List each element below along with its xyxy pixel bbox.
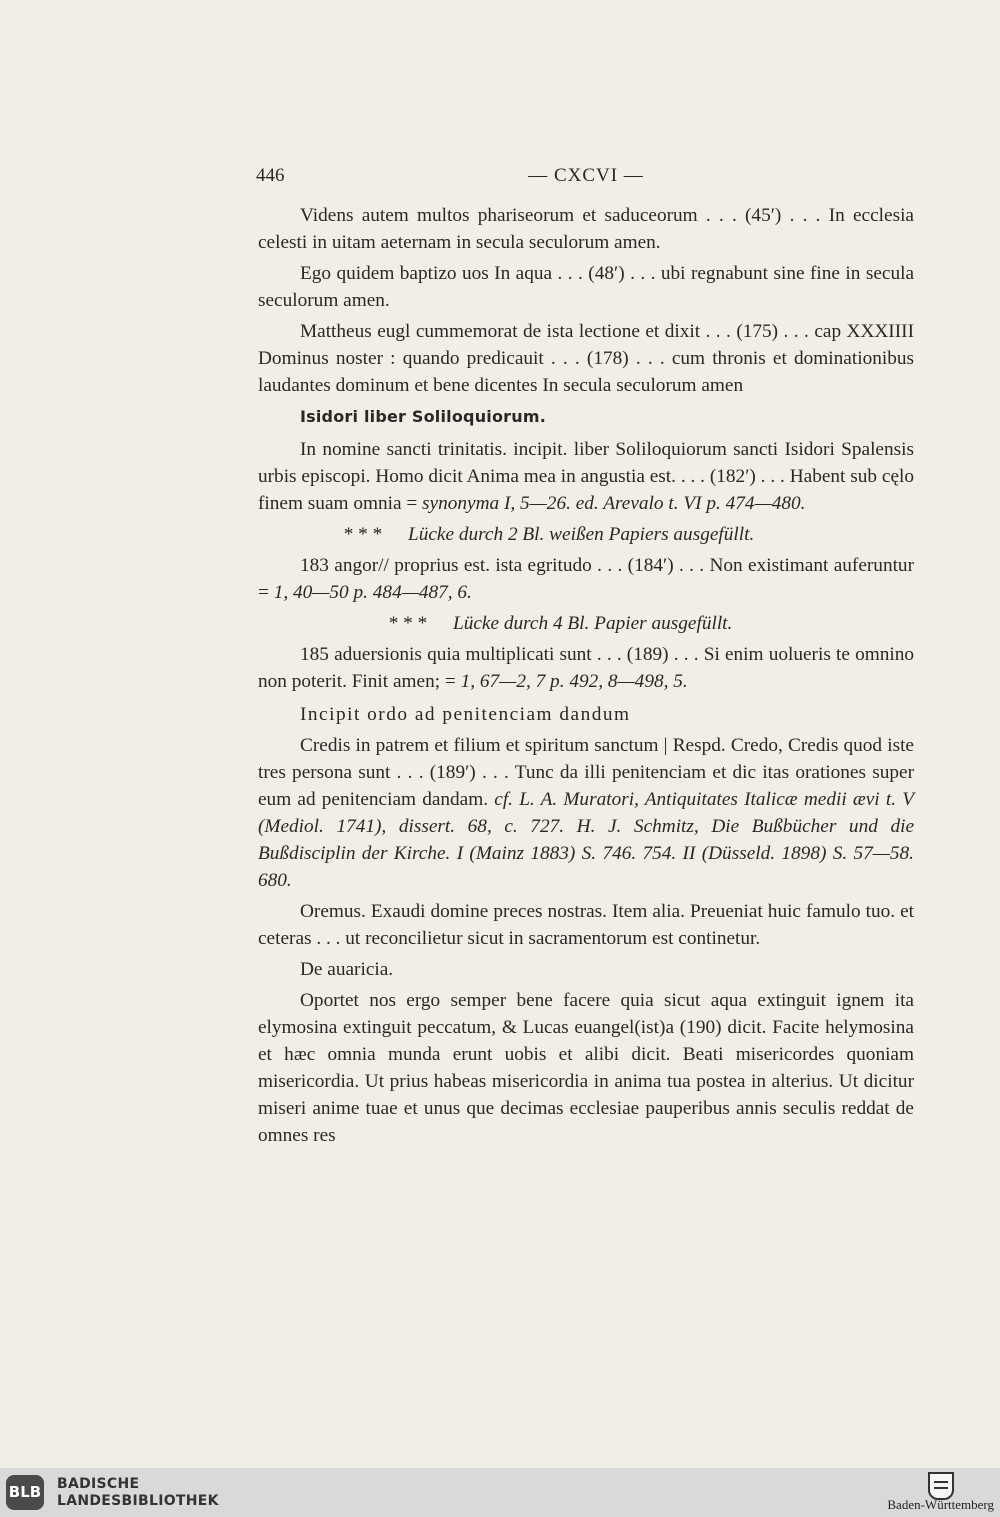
page-header <box>256 165 916 195</box>
lacuna-text: Lücke durch 2 Bl. weißen Papiers ausgefüllt. <box>408 524 755 545</box>
coat-of-arms-icon <box>928 1472 954 1500</box>
citation-text: 1, 67—2, 7 p. 492, 8—498, 5. <box>460 671 688 692</box>
paragraph <box>258 436 914 517</box>
state-label: Baden-Württemberg <box>887 1497 994 1512</box>
library-footer <box>0 1468 1000 1517</box>
citation-text: cf. L. A. Muratori, Antiquitates Italicæ medii ævi t. V (Mediol. 1741), dissert. 68, c. 727. H. J. Schmitz, Die Bußbücher und die Bußdisciplin der Kirche. I (Mainz 1883) S. 746. 754. II (Düsseld. 1898) S. 57—58. 680. <box>258 789 914 891</box>
paragraph <box>258 732 914 894</box>
section-heading: De auaricia. <box>300 959 394 980</box>
section-heading: Isidori liber Soliloquiorum. <box>300 407 546 426</box>
running-head: — CXCVI — <box>528 165 644 186</box>
paragraph: Ego quidem baptizo uos In aqua . . . (48′) . . . ubi regnabunt sine fine in secula seculorum amen. <box>258 263 914 311</box>
paragraph <box>258 641 914 695</box>
asterism: * * * <box>388 613 428 634</box>
lacuna-text: Lücke durch 4 Bl. Papier ausgefüllt. <box>453 613 733 634</box>
blb-logo-icon: BLB <box>6 1475 44 1510</box>
lacuna-note <box>258 610 914 637</box>
paragraph <box>258 552 914 606</box>
library-name-line: LANDESBIBLIOTHEK <box>57 1493 219 1509</box>
citation-text: 1, 40—50 p. 484—487, 6. <box>273 582 472 603</box>
asterism: * * * <box>343 524 383 545</box>
paragraph-text: In nomine sancti trinitatis. incipit. liber Soliloquiorum sancti Isidori Spalensis urbis episcopi. Homo dicit Anima mea in angustia est. . . . (182′) . . . Habent sub cęlo finem suam omnia = <box>258 439 914 514</box>
library-name-line: BADISCHE <box>57 1476 140 1492</box>
library-name <box>57 1476 219 1510</box>
page-number: 446 <box>256 165 285 186</box>
lacuna-note <box>258 521 914 548</box>
body-text <box>258 202 914 1153</box>
paragraph-text: 185 aduersionis quia multiplicati sunt . . . (189) . . . Si enim uolueris te omnino non poterit. Finit amen; = <box>258 644 914 692</box>
paragraph-text: 183 angor// proprius est. ista egritudo . . . (184′) . . . Non existimant auferuntur = <box>258 555 914 603</box>
citation-text: synonyma I, 5—26. ed. Arevalo t. VI p. 474—480. <box>422 493 806 514</box>
paragraph: Oremus. Exaudi domine preces nostras. Item alia. Preueniat huic famulo tuo. et ceteras . . . ut reconcilietur sicut in sacramentorum est continetur. <box>258 901 914 949</box>
paragraph-text: Credis in patrem et filium et spiritum sanctum | Respd. Credo, Credis quod iste tres persona sunt . . . (189′) . . . Tunc da illi penitenciam et dic itas orationes super eum ad penitenciam dandam. <box>258 735 914 810</box>
paragraph: Mattheus eugl cummemorat de ista lectione et dixit . . . (175) . . . cap XXXIIII Dominus noster : quando predicauit . . . (178) . . . cum thronis et dominationibus laudantes dominum et bene dicentes In secula seculorum amen <box>258 321 914 396</box>
paragraph: Videns autem multos phariseorum et saduceorum . . . (45′) . . . In ecclesia celesti in uitam aeternam in secula seculorum amen. <box>258 205 914 253</box>
section-heading: Incipit ordo ad penitenciam dandum <box>300 704 631 725</box>
paragraph: Oportet nos ergo semper bene facere quia sicut aqua extinguit ignem ita elymosina extinguit peccatum, & Lucas euangel(ist)a (190) dicit. Facite helymosina et hæc omnia munda erunt uobis et alibi dicit. Beati misericordes quoniam misericordia. Ut prius habeas misericordia in anima tua postea in alterius. Ut dicitur miseri anime tuae et unus que decimas ecclesiae pauperibus annis seculis reddat de omnes res <box>258 990 914 1146</box>
